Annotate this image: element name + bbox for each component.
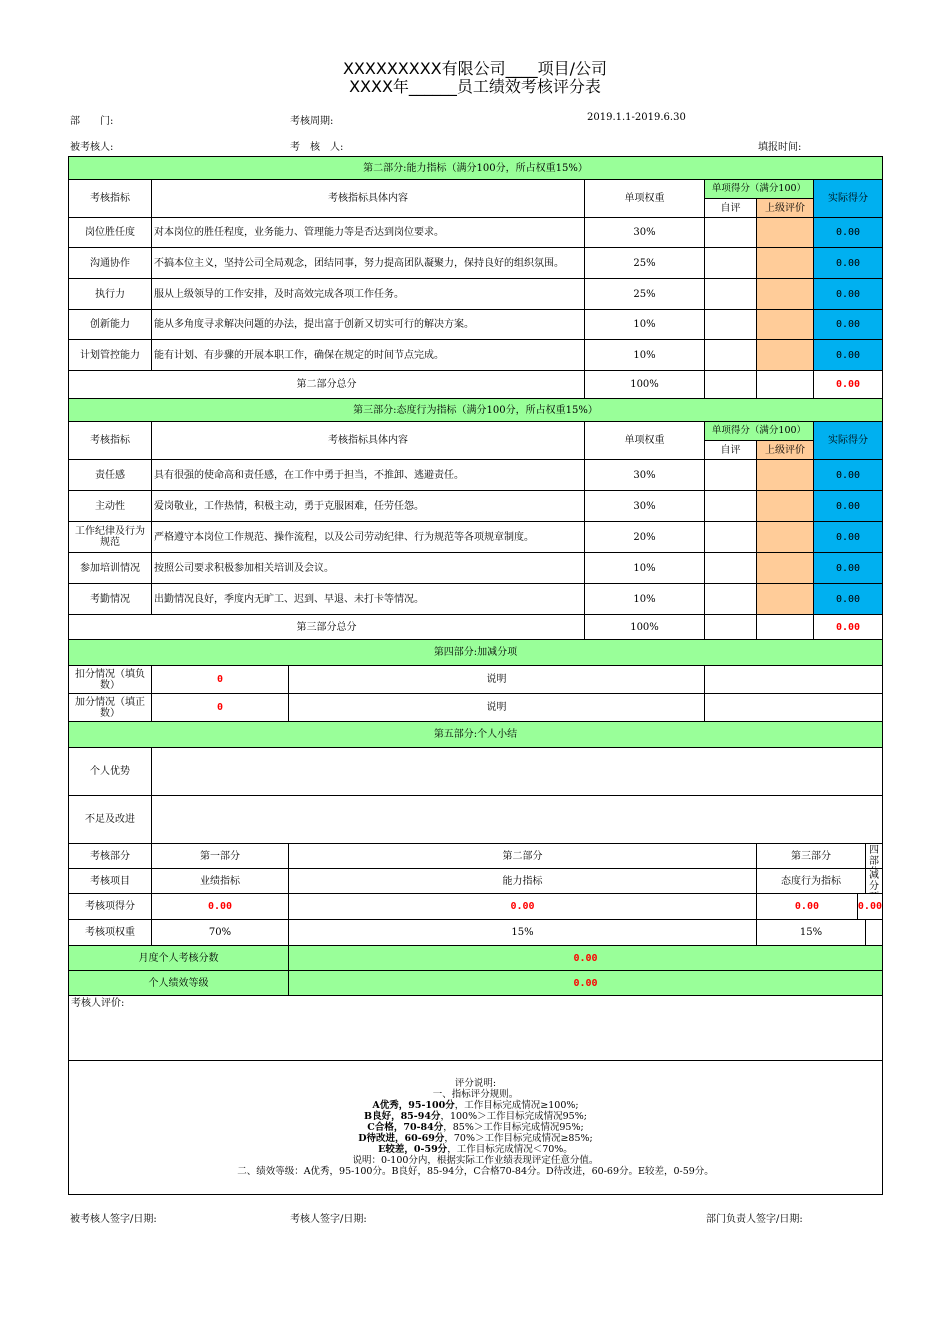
section2-total-weight: 100% [585, 371, 705, 399]
summary-score-4: 0.00 [857, 901, 882, 912]
summary-score-label: 考核项得分 [69, 894, 152, 920]
self-score-cell[interactable] [705, 248, 757, 279]
actual-score: 0.00 [814, 310, 883, 340]
indicator-weight: 30% [585, 460, 705, 491]
indicator-content: 对本岗位的胜任程度，业务能力、管理能力等是否达到岗位要求。 [152, 218, 585, 248]
col-content: 考核指标具体内容 [152, 422, 585, 460]
indicator-content: 服从上级领导的工作安排，及时高效完成各项工作任务。 [152, 279, 585, 310]
indicator-weight: 30% [585, 218, 705, 248]
notes-line: C合格，70-84分，85%＞工作目标完成情况95%; [367, 1122, 584, 1133]
superior-score-cell[interactable] [757, 248, 814, 279]
indicator-name: 执行力 [69, 279, 152, 310]
superior-score-cell[interactable] [757, 279, 814, 310]
summary-item-4: 减分 [869, 870, 879, 892]
notes-explain: 说明：0-100分内，根据实际工作业绩表现评定任意分值。 [352, 1155, 599, 1166]
summary-weight-3: 15% [757, 920, 866, 945]
dept-label: 部 门: [70, 116, 114, 127]
col-weight: 单项权重 [585, 422, 705, 460]
period-label: 考核周期: [290, 116, 334, 127]
summary-weight-1: 70% [152, 920, 289, 946]
col-superior: 上级评价 [757, 199, 814, 218]
strengths-field[interactable] [152, 748, 883, 796]
indicator-content: 具有很强的使命高和责任感，在工作中勇于担当，不推卸、逃避责任。 [152, 460, 585, 491]
actual-score: 0.00 [814, 279, 883, 310]
actual-score: 0.00 [814, 522, 883, 553]
superior-score-cell[interactable] [757, 584, 814, 615]
actual-score: 0.00 [814, 248, 883, 279]
section4-title: 第四部分:加减分项 [69, 640, 883, 666]
actual-score: 0.00 [814, 340, 883, 371]
assessee-signature: 被考核人签字/日期: [70, 1214, 157, 1225]
bonus-value[interactable]: 0 [152, 694, 289, 722]
assessor-comment-label: 考核人评价: [71, 998, 125, 1009]
col-self: 自评 [705, 199, 757, 218]
notes-line: A优秀，95-100分，工作目标完成情况≥100%; [372, 1100, 579, 1111]
indicator-name: 岗位胜任度 [69, 218, 152, 248]
summary-item-label: 考核项目 [69, 869, 152, 894]
col-self: 自评 [705, 441, 757, 460]
section3-total-score: 0.00 [814, 615, 883, 640]
indicator-name: 考勤情况 [69, 584, 152, 615]
indicator-name: 计划管控能力 [69, 340, 152, 371]
notes-rule-title: 一、指标评分规则。 [432, 1089, 519, 1100]
indicator-weight: 10% [585, 310, 705, 340]
self-score-cell[interactable] [705, 460, 757, 491]
indicator-weight: 10% [585, 553, 705, 584]
col-single-score: 单项得分（满分100） [705, 180, 814, 199]
summary-item-3: 态度行为指标 [757, 869, 866, 893]
deduct-note-field[interactable] [705, 666, 883, 694]
notes-line: D待改进，60-69分，70%＞工作目标完成情况≥85%; [358, 1133, 593, 1144]
weakness-label: 不足及改进 [69, 796, 152, 844]
superior-score-cell[interactable] [757, 553, 814, 584]
indicator-weight: 20% [585, 522, 705, 553]
summary-score-2: 0.00 [289, 894, 757, 920]
indicator-content: 出勤情况良好，季度内无旷工、迟到、早退、未打卡等情况。 [152, 584, 585, 615]
notes-line: B良好，85-94分，100%＞工作目标完成情况95%; [364, 1111, 587, 1122]
self-score-cell[interactable] [705, 584, 757, 615]
bonus-note-label: 说明 [289, 694, 705, 722]
indicator-content: 严格遵守本岗位工作规范、操作流程，以及公司劳动纪律、行为规范等各项规章制度。 [152, 522, 585, 553]
summary-weight-label: 考核项权重 [69, 920, 152, 946]
actual-score: 0.00 [814, 584, 883, 615]
self-score-cell[interactable] [705, 218, 757, 248]
summary-part-1: 第一部分 [152, 844, 289, 869]
evaluation-table [68, 156, 883, 1195]
monthly-score-value: 0.00 [289, 946, 883, 971]
col-single-score: 单项得分（满分100） [705, 422, 814, 441]
indicator-name: 责任感 [69, 460, 152, 491]
indicator-name: 主动性 [69, 491, 152, 522]
notes-line: E较差，0-59分，工作目标完成情况＜70%。 [378, 1144, 573, 1155]
section2-total-score: 0.00 [814, 371, 883, 399]
period-value: 2019.1.1-2019.6.30 [587, 112, 686, 123]
summary-part-4: 四部 [869, 845, 879, 867]
fill-time-label: 填报时间: [758, 142, 802, 153]
self-score-cell[interactable] [705, 522, 757, 553]
col-indicator: 考核指标 [69, 422, 152, 460]
section3-total-label: 第三部分总分 [69, 615, 585, 640]
indicator-content: 按照公司要求积极参加相关培训及会议。 [152, 553, 585, 584]
self-score-cell[interactable] [705, 340, 757, 371]
col-actual: 实际得分 [814, 180, 883, 218]
assessee-label: 被考核人: [70, 142, 114, 153]
grade-value: 0.00 [289, 971, 883, 996]
actual-score: 0.00 [814, 553, 883, 584]
indicator-content: 爱岗敬业，工作热情，积极主动，勇于克服困难，任劳任怨。 [152, 491, 585, 522]
section2-total-label: 第二部分总分 [69, 371, 585, 399]
section3-title: 第三部分:态度行为指标（满分100分，所占权重15%） [69, 399, 883, 422]
self-score-cell[interactable] [705, 310, 757, 340]
superior-score-cell[interactable] [757, 491, 814, 522]
indicator-weight: 30% [585, 491, 705, 522]
section2-title: 第二部分:能力指标（满分100分，所占权重15%） [69, 157, 883, 180]
deduct-note-label: 说明 [289, 666, 705, 694]
indicator-weight: 25% [585, 279, 705, 310]
indicator-name: 工作纪律及行为规范 [69, 522, 152, 553]
indicator-weight: 10% [585, 340, 705, 371]
indicator-weight: 25% [585, 248, 705, 279]
indicator-content: 能有计划、有步骤的开展本职工作，确保在规定的时间节点完成。 [152, 340, 585, 371]
summary-item-2: 能力指标 [289, 869, 757, 894]
grade-label: 个人绩效等级 [69, 971, 289, 996]
indicator-name: 创新能力 [69, 310, 152, 340]
indicator-content: 能从多角度寻求解决问题的办法，提出富于创新又切实可行的解决方案。 [152, 310, 585, 340]
col-weight: 单项权重 [585, 180, 705, 218]
indicator-name: 沟通协作 [69, 248, 152, 279]
summary-part-3: 第三部分 [757, 844, 866, 868]
superior-score-cell[interactable] [757, 340, 814, 371]
indicator-content: 不搞本位主义，坚持公司全局观念，团结同事，努力提高团队凝聚力，保持良好的组织氛围。 [152, 248, 585, 279]
col-superior: 上级评价 [757, 441, 814, 460]
section3-total-weight: 100% [585, 615, 705, 640]
superior-score-cell[interactable] [757, 522, 814, 553]
summary-part-2: 第二部分 [289, 844, 757, 869]
summary-part-label: 考核部分 [69, 844, 152, 869]
bonus-label: 加分情况（填正数） [69, 694, 152, 722]
weakness-field[interactable] [152, 796, 883, 844]
indicator-weight: 10% [585, 584, 705, 615]
summary-score-3: 0.00 [757, 894, 858, 919]
indicator-name: 参加培训情况 [69, 553, 152, 584]
form-title-main: XXXX年______员工绩效考核评分表 [349, 77, 601, 96]
bonus-note-field[interactable] [705, 694, 883, 722]
superior-score-cell[interactable] [757, 460, 814, 491]
col-actual: 实际得分 [814, 422, 883, 460]
superior-score-cell[interactable] [757, 218, 814, 248]
scoring-notes [69, 1061, 883, 1195]
summary-score-1: 0.00 [152, 894, 289, 920]
assessor-comment-field[interactable] [69, 996, 883, 1061]
actual-score: 0.00 [814, 491, 883, 522]
deduct-value[interactable]: 0 [152, 666, 289, 694]
strengths-label: 个人优势 [69, 748, 152, 796]
assessor-signature: 考核人签字/日期: [290, 1214, 367, 1225]
actual-score: 0.00 [814, 218, 883, 248]
summary-item-1: 业绩指标 [152, 869, 289, 894]
self-score-cell[interactable] [705, 491, 757, 522]
deduct-label: 扣分情况（填负数） [69, 666, 152, 694]
summary-weight-2: 15% [289, 920, 757, 946]
assessor-label: 考 核 人: [290, 142, 344, 153]
notes-grade-rule: 二、绩效等级：A优秀，95-100分。B良好，85-94分，C合格70-84分。D待改进，60-69分。E较差，0-59分。 [237, 1166, 714, 1177]
dept-head-signature: 部门负责人签字/日期: [706, 1214, 803, 1225]
self-score-cell[interactable] [705, 553, 757, 584]
actual-score: 0.00 [814, 460, 883, 491]
section5-title: 第五部分:个人小结 [69, 722, 883, 748]
self-score-cell[interactable] [705, 279, 757, 310]
form-title-company: XXXXXXXXX有限公司____项目/公司 [342, 59, 608, 78]
notes-title: 评分说明: [454, 1078, 497, 1089]
monthly-score-label: 月度个人考核分数 [69, 946, 289, 971]
col-content: 考核指标具体内容 [152, 180, 585, 218]
superior-score-cell[interactable] [757, 310, 814, 340]
col-indicator: 考核指标 [69, 180, 152, 218]
